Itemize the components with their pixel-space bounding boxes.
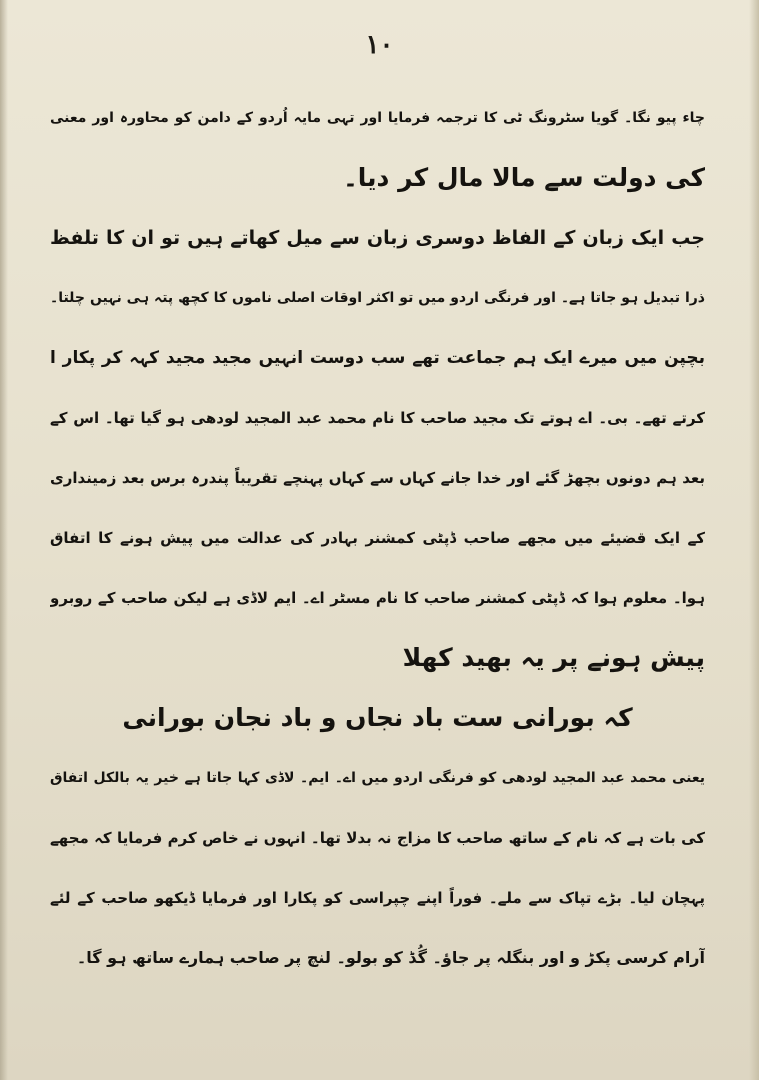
text-line: پہچان لیا۔ بڑے تپاک سے ملے۔ فوراً اپنے چپراسی کو پکارا اور فرمایا ڈیکھو صاحب کے لئے [50, 889, 705, 907]
text-line: یعنی محمد عبد المجید لودھی کو فرنگی اردو میں اے۔ ایم۔ لاڈی کہا جاتا ہے خیر یہ بالکل اتفاق [50, 770, 705, 786]
urdu-text-body [50, 88, 705, 988]
text-line: ذرا تبدیل ہو جاتا ہے۔ اور فرنگی اردو میں تو اکثر اوقات اصلی ناموں کا کچھ پتہ ہی نہیں چلتا۔ [50, 290, 705, 306]
text-line: کی دولت سے مالا مال کر دیا۔ [343, 163, 705, 192]
text-line: جب ایک زبان کے الفاظ دوسری زبان سے میل کھاتے ہیں تو ان کا تلفظ [50, 227, 705, 249]
text-line: کی بات ہے کہ نام کے ساتھ صاحب کا مزاج نہ بدلا تھا۔ انہوں نے خاص کرم فرمایا کہ مجھے [50, 829, 705, 847]
text-line: ہوا۔ معلوم ہوا کہ ڈپٹی کمشنر صاحب کا نام مسٹر اے۔ ایم لاڈی ہے لیکن صاحب کے روبرو [50, 589, 705, 607]
text-line: بعد ہم دونوں بچھڑ گئے اور خدا جانے کہاں سے کہاں پہنچے تقریباً پندرہ برس بعد زمینداری [50, 469, 705, 487]
text-line: آرام کرسی پکڑ و اور بنگلہ پر جاؤ۔ گُڈ کو بولو۔ لنچ پر صاحب ہمارے ساتھ ہو گا۔ [76, 948, 705, 967]
text-line: کے ایک قضیئے میں مجھے صاحب ڈپٹی کمشنر بہادر کی عدالت میں پیش ہونے کا اتفاق [50, 529, 705, 547]
text-line: کرتے تھے۔ بی۔ اے ہوتے تک مجید صاحب کا نام محمد عبد المجید لودھی ہو گیا تھا۔ اس کے [50, 409, 705, 427]
text-line: چاء پیو نگا۔ گویا سٹرونگ ٹی کا ترجمہ فرمایا اور تہی مایہ اُردو کے دامن کو محاورہ اور معنی [50, 110, 705, 126]
verse-line: کہ بورانی ست باد نجاں و باد نجان بورانی [122, 703, 633, 732]
text-line: بچپن میں میرے ایک ہم جماعت تھے سب دوست انہیں مجید مجید کہہ کر پکار ا [50, 348, 705, 368]
text-line: پیش ہونے پر یہ بھید کھلا [402, 643, 705, 672]
page-left-edge [0, 0, 8, 1080]
page-number: ١٠ [365, 30, 394, 60]
page-right-edge [749, 0, 759, 1080]
